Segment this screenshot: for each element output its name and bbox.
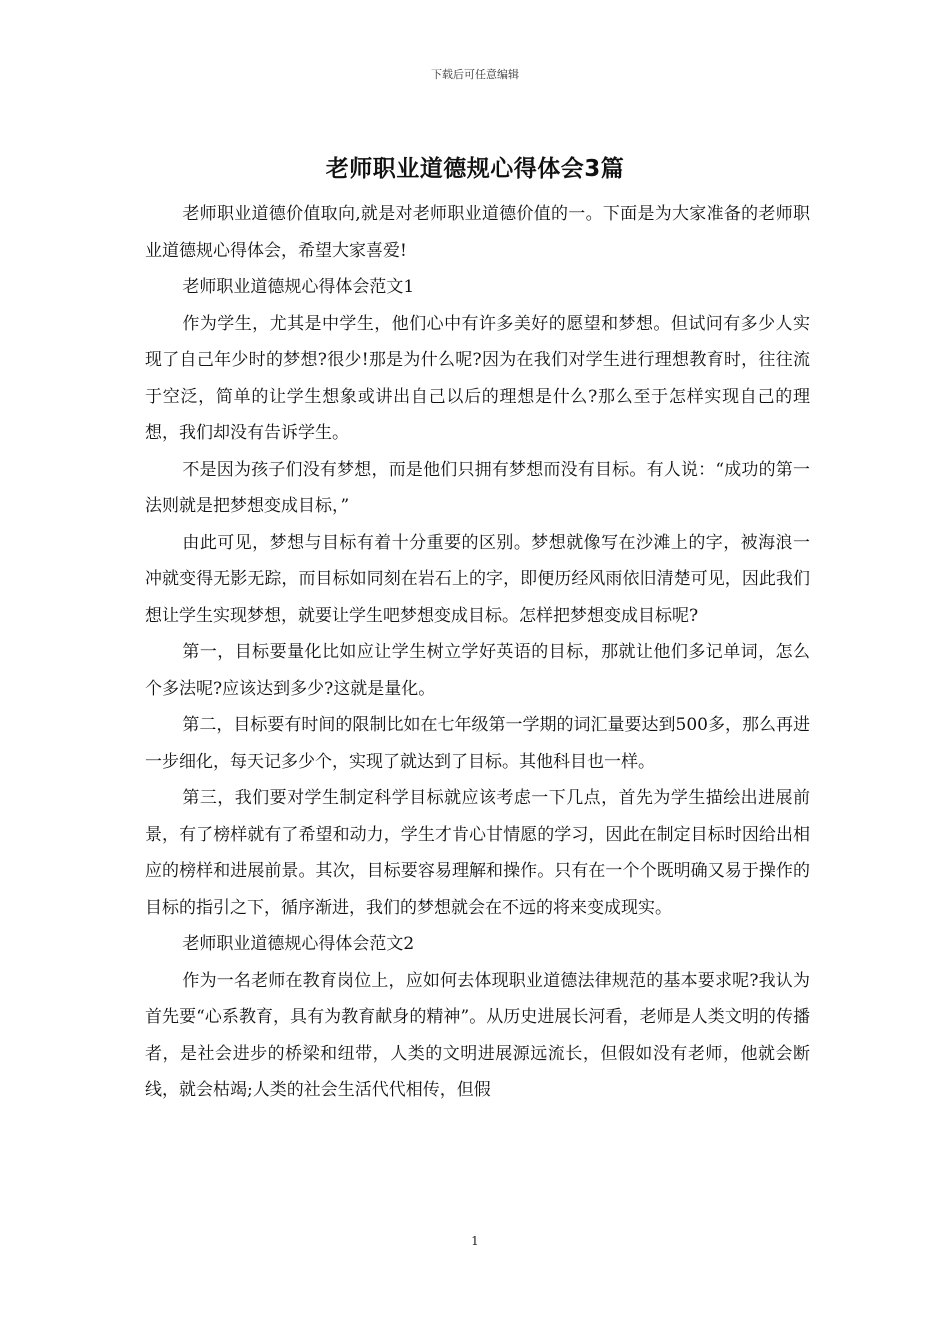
section-heading-2: 老师职业道德规心得体会范文2 — [182, 934, 415, 954]
page-number: 1 — [471, 1234, 479, 1248]
intro-paragraph: 老师职业道德价值取向,就是对老师职业道德价值的一。下面是为大家准备的老师职业道德规心得体会，希望大家喜爱! — [145, 204, 810, 261]
header-note: 下载后可任意编辑 — [431, 68, 519, 81]
body-paragraph: 第二，目标要有时间的限制比如在七年级第一学期的词汇量要达到500多，那么再进一步细化，每天记多少个，实现了就达到了目标。其他科目也一样。 — [145, 715, 810, 772]
body-paragraph: 作为学生，尤其是中学生，他们心中有许多美好的愿望和梦想。但试问有多少人实现了自己年少时的梦想?很少!那是为什么呢?因为在我们对学生进行理想教育时，往往流于空泛，简单的让学生想象或讲出自己以后的理想是什么?那么至于怎样实现自己的理想，我们却没有告诉学生。 — [145, 313, 810, 443]
section-heading-1: 老师职业道德规心得体会范文1 — [182, 277, 415, 297]
body-paragraph: 第三，我们要对学生制定科学目标就应该考虑一下几点，首先为学生描绘出进展前景，有了榜样就有了希望和动力，学生才肯心甘情愿的学习，因此在制定目标时因给出相应的榜样和进展前景。其次，目标要容易理解和操作。只有在一个个既明确又易于操作的目标的指引之下，循序渐进，我们的梦想就会在不远的将来变成现实。 — [145, 788, 810, 918]
body-paragraph: 由此可见，梦想与目标有着十分重要的区别。梦想就像写在沙滩上的字，被海浪一冲就变得无影无踪，而目标如同刻在岩石上的字，即便历经风雨依旧清楚可见，因此我们想让学生实现梦想，就要让学生吧梦想变成目标。怎样把梦想变成目标呢? — [145, 532, 810, 626]
body-paragraph: 第一，目标要量化比如应让学生树立学好英语的目标，那就让他们多记单词，怎么个多法呢?应该达到多少?这就是量化。 — [145, 642, 810, 699]
body-paragraph: 不是因为孩子们没有梦想，而是他们只拥有梦想而没有目标。有人说：“成功的第一法则就是把梦想变成目标，” — [145, 459, 810, 516]
document-body — [145, 196, 810, 1109]
body-paragraph: 作为一名老师在教育岗位上，应如何去体现职业道德法律规范的基本要求呢?我认为首先要“心系教育，具有为教育献身的精神”。从历史进展长河看，老师是人类文明的传播者，是社会进步的桥梁和纽带，人类的文明进展源远流长，但假如没有老师，他就会断线，就会枯竭;人类的社会生活代代相传，但假 — [145, 970, 810, 1100]
document-title: 老师职业道德规心得体会3篇 — [325, 156, 625, 182]
